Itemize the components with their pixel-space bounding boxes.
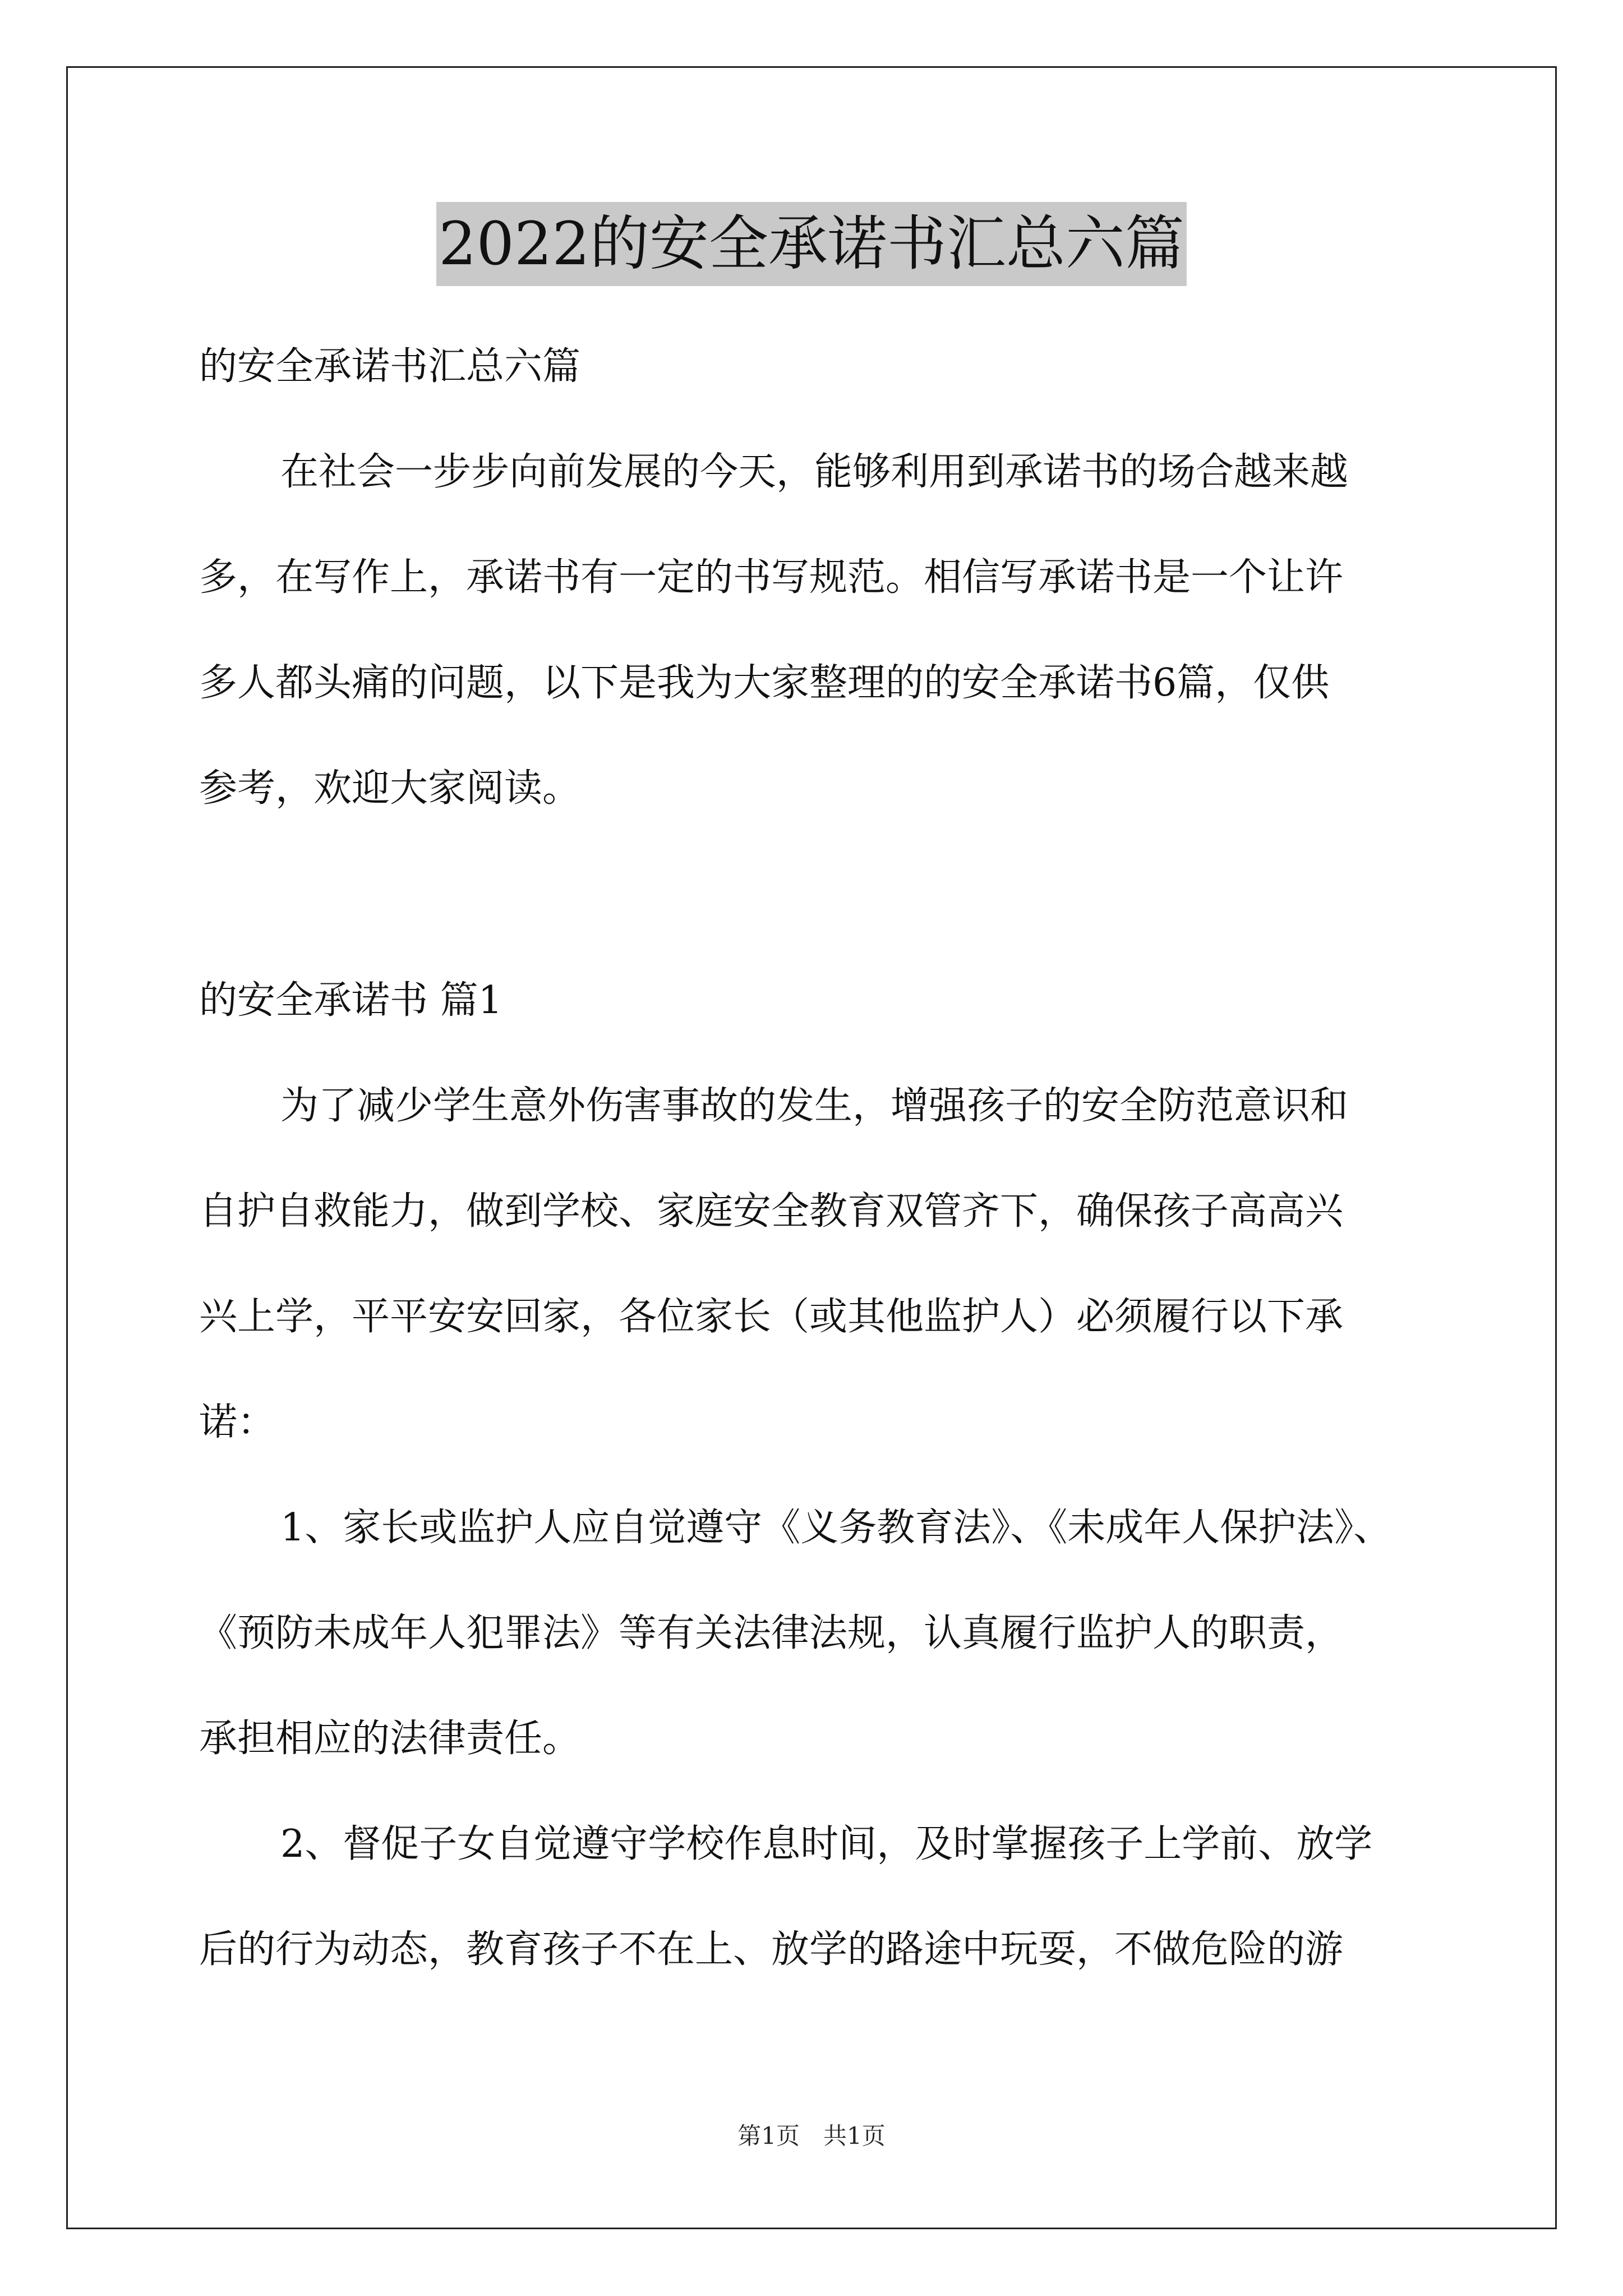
- list-item-line: 1、家长或监护人应自觉遵守《义务教育法》、《未成年人保护法》、: [280, 1506, 1392, 1550]
- list-item-line: 后的行为动态，教育孩子不在上、放学的路途中玩耍，不做危险的游: [199, 1927, 1344, 1972]
- subtitle-line: 的安全承诺书汇总六篇: [199, 344, 581, 389]
- document-title: 2022的安全承诺书汇总六篇: [436, 202, 1187, 286]
- paragraph-line: 自护自救能力，做到学校、家庭安全教育双管齐下，确保孩子高高兴: [199, 1189, 1344, 1234]
- title-container: [0, 202, 1623, 286]
- paragraph-line: 诺：: [199, 1400, 276, 1444]
- intro-paragraph-line: 多，在写作上，承诺书有一定的书写规范。相信写承诺书是一个让许: [199, 555, 1344, 600]
- list-item-line: 《预防未成年人犯罪法》等有关法律法规，认真履行监护人的职责，: [199, 1611, 1344, 1655]
- intro-paragraph-line: 在社会一步步向前发展的今天，能够利用到承诺书的场合越来越: [280, 450, 1349, 494]
- paragraph-line: 为了减少学生意外伤害事故的发生，增强孩子的安全防范意识和: [280, 1084, 1349, 1128]
- page-footer: 第1页 共1页: [737, 2122, 886, 2150]
- intro-paragraph-line: 多人都头痛的问题，以下是我为大家整理的的安全承诺书6篇，仅供: [199, 661, 1330, 705]
- document-body: [199, 314, 1489, 2003]
- intro-paragraph-line: 参考，欢迎大家阅读。: [199, 766, 581, 811]
- paragraph-line: 兴上学，平平安安回家，各位家长（或其他监护人）必须履行以下承: [199, 1295, 1344, 1339]
- section-spacer: [199, 841, 1489, 948]
- list-item-line: 承担相应的法律责任。: [199, 1717, 581, 1761]
- section-heading: 的安全承诺书 篇1: [199, 978, 502, 1023]
- list-item-line: 2、督促子女自觉遵守学校作息时间，及时掌握孩子上学前、放学: [280, 1822, 1373, 1866]
